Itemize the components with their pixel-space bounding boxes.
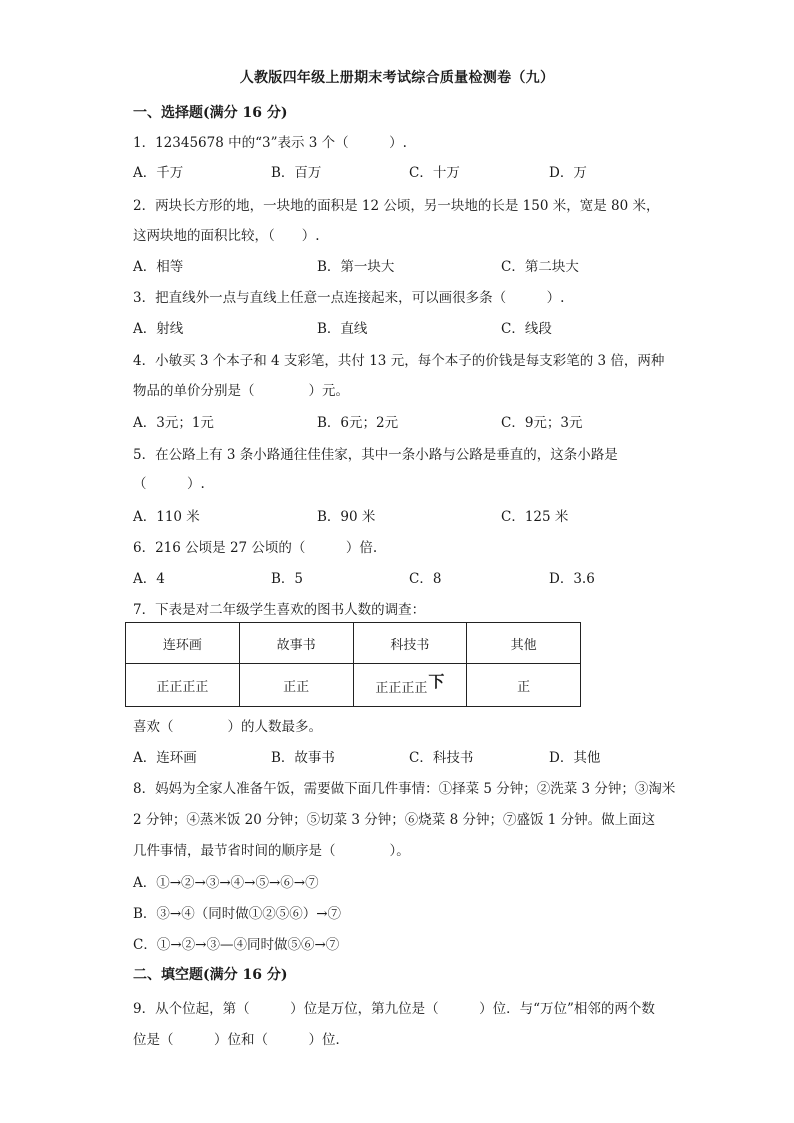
tally-text: 正正正正	[375, 680, 428, 696]
tally-cell	[353, 664, 467, 707]
option-a: A．4	[133, 571, 165, 587]
table-header-cell: 连环画	[126, 623, 240, 664]
question-9-line-2: 位是（ ）位和（ ）位．	[133, 1032, 349, 1048]
table-header-cell: 科技书	[353, 623, 467, 664]
table-header-cell: 其他	[467, 623, 581, 664]
option-b: B．第一块大	[317, 259, 395, 275]
tally-cell: 正正正正	[126, 664, 240, 707]
option-d: D．3.6	[549, 571, 595, 587]
table-header-cell: 故事书	[239, 623, 353, 664]
option-a: A．连环画	[133, 750, 197, 766]
question-8-line-3: 几件事情，最节省时间的顺序是（ ）。	[133, 843, 410, 859]
question-5-line-2: （ ）.	[133, 476, 205, 492]
option-c: C．线段	[501, 321, 552, 337]
question-5-options	[133, 505, 673, 525]
option-b: B．直线	[317, 321, 368, 337]
option-b: B．6元；2元	[317, 415, 399, 431]
option-d: D．其他	[549, 750, 601, 766]
option-d: D．万	[549, 165, 587, 181]
question-2-line-2: 这两块地的面积比较，（ ）.	[133, 228, 320, 244]
option-c: C．8	[409, 571, 442, 587]
option-b: B．百万	[271, 165, 322, 181]
table-row	[126, 664, 581, 707]
question-8-line-2: 2 分钟；④蒸米饭 20 分钟；⑤切菜 3 分钟；⑥烧菜 8 分钟；⑦盛饭 1 分钟。做上面这	[133, 812, 656, 828]
question-2-options	[133, 255, 673, 275]
question-8-option-b: B．③→④（同时做①②⑤⑥）→⑦	[133, 906, 342, 922]
option-c: C．科技书	[409, 750, 474, 766]
question-1-options	[133, 161, 673, 181]
question-6: 6．216 公顷是 27 公顷的（ ）倍.	[133, 540, 378, 556]
exam-title: 人教版四年级上册期末考试综合质量检测卷（九）	[239, 70, 555, 86]
question-4-line-2: 物品的单价分别是（ ）元。	[133, 383, 349, 399]
question-9-line-1: 9．从个位起，第（ ）位是万位，第九位是（ ）位．与“万位”相邻的两个数	[133, 1001, 655, 1017]
book-survey-table	[125, 622, 581, 707]
question-7: 7．下表是对二年级学生喜欢的图书人数的调查：	[133, 602, 426, 618]
section-heading-fill: 二、填空题(满分 16 分)	[133, 967, 288, 983]
question-3-options	[133, 317, 673, 337]
option-b: B．90 米	[317, 509, 376, 525]
option-a: A．3元；1元	[133, 415, 214, 431]
question-2-line-1: 2．两块长方形的地，一块地的面积是 12 公顷，另一块地的长是 150 米，宽是 80 米，	[133, 198, 660, 214]
partial-tally-mark: 下	[428, 671, 445, 691]
option-c: C．十万	[409, 165, 460, 181]
question-8-option-a: A．①→②→③→④→⑤→⑥→⑦	[133, 875, 319, 891]
option-c: C．9元；3元	[501, 415, 583, 431]
question-1: 1．12345678 中的“3”表示 3 个（ ）.	[133, 135, 407, 151]
question-4-line-1: 4．小敏买 3 个本子和 4 支彩笔，共付 13 元，每个本子的价钱是每支彩笔的 3 倍，两种	[133, 353, 665, 369]
option-b: B．5	[271, 571, 304, 587]
question-7-options	[133, 746, 673, 766]
option-a: A．相等	[133, 259, 184, 275]
option-b: B．故事书	[271, 750, 335, 766]
tally-cell: 正正	[239, 664, 353, 707]
option-c: C．第二块大	[501, 259, 579, 275]
question-8-line-1: 8．妈妈为全家人准备午饭，需要做下面几件事情：①择菜 5 分钟；②洗菜 3 分钟；③淘米	[133, 781, 676, 797]
table-header-row	[126, 623, 581, 664]
question-3: 3．把直线外一点与直线上任意一点连接起来，可以画很多条（ ）.	[133, 290, 565, 306]
question-6-options	[133, 567, 673, 587]
option-a: A．千万	[133, 165, 184, 181]
question-5-line-1: 5．在公路上有 3 条小路通往佳佳家，其中一条小路与公路是垂直的，这条小路是	[133, 447, 618, 463]
section-heading-choice: 一、选择题(满分 16 分)	[133, 105, 288, 121]
question-8-option-c: C．①→②→③—④同时做⑤⑥→⑦	[133, 937, 340, 953]
option-a: A．110 米	[133, 509, 200, 525]
question-4-options	[133, 411, 673, 431]
question-7-prompt: 喜欢（ ）的人数最多。	[133, 719, 322, 735]
option-a: A．射线	[133, 321, 184, 337]
tally-cell: 正	[467, 664, 581, 707]
option-c: C．125 米	[501, 509, 569, 525]
